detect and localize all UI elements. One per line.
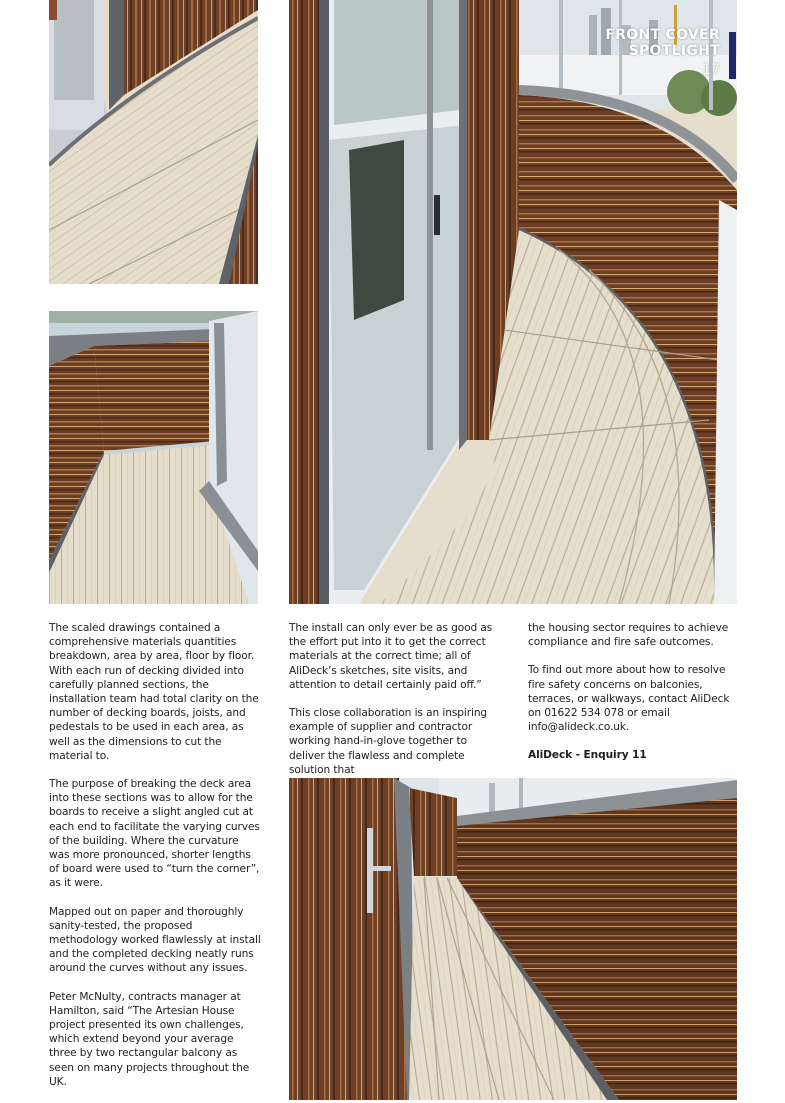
- enquiry-label: AliDeck - Enquiry 11: [528, 749, 647, 762]
- text-column-1: [49, 621, 261, 1103]
- photo-narrow-balcony: [289, 778, 737, 1100]
- paragraph: This close collaboration is an inspiring example of supplier and contractor working hand-in-glove together to deliver the flawless and complete solution that: [289, 707, 488, 776]
- header-accent-bar: [729, 32, 736, 79]
- paragraph: The scaled drawings contained a comprehensive materials quantities breakdown, area by area, floor by floor. With each run of decking divided into carefully planned sections, the installation team had total clarity on the number of decking boards, joists, and pedestals to be used in each area, as well as the dimensions to cut the material to.: [49, 622, 259, 762]
- text-column-3: [528, 621, 740, 777]
- page-number: 17: [702, 62, 720, 78]
- paragraph: The purpose of breaking the deck area into these sections was to allow for the boards to receive a slight angled cut at each end to facilitate the varying curves of the building. Where the curvature was more pronounced, shorter lengths of board were used to “turn the corner”, as it were.: [49, 778, 260, 890]
- text-column-2: [289, 621, 504, 791]
- page-header: [510, 27, 720, 78]
- paragraph: the housing sector requires to achieve compliance and fire safe outcomes.: [528, 622, 729, 649]
- photo-balcony-corner: [49, 311, 258, 604]
- paragraph: The install can only ever be as good as the effort put into it to get the correct materials at the correct time; all of AliDeck’s sketches, site visits, and attention to detail certainly paid off.”: [289, 622, 493, 691]
- paragraph: To find out more about how to resolve fire safety concerns on balconies, terraces, or walkways, contact AliDeck on 01622 534 078 or email info@alideck.co.uk.: [528, 664, 730, 734]
- section-title: FRONT COVER SPOTLIGHT: [605, 27, 720, 59]
- photo-curved-walkway-main: [289, 0, 737, 604]
- paragraph: Mapped out on paper and thoroughly sanity-tested, the proposed methodology worked flawlessly at install and the completed decking neatly runs around the curves without any issues.: [49, 905, 261, 975]
- photo-curved-deck-window: [49, 0, 258, 284]
- paragraph: Peter McNulty, contracts manager at Hamilton, said “The Artesian House project presented its own challenges, which extend beyond your average three by two rectangular balcony as seen on many projects throughout the UK.: [49, 990, 250, 1088]
